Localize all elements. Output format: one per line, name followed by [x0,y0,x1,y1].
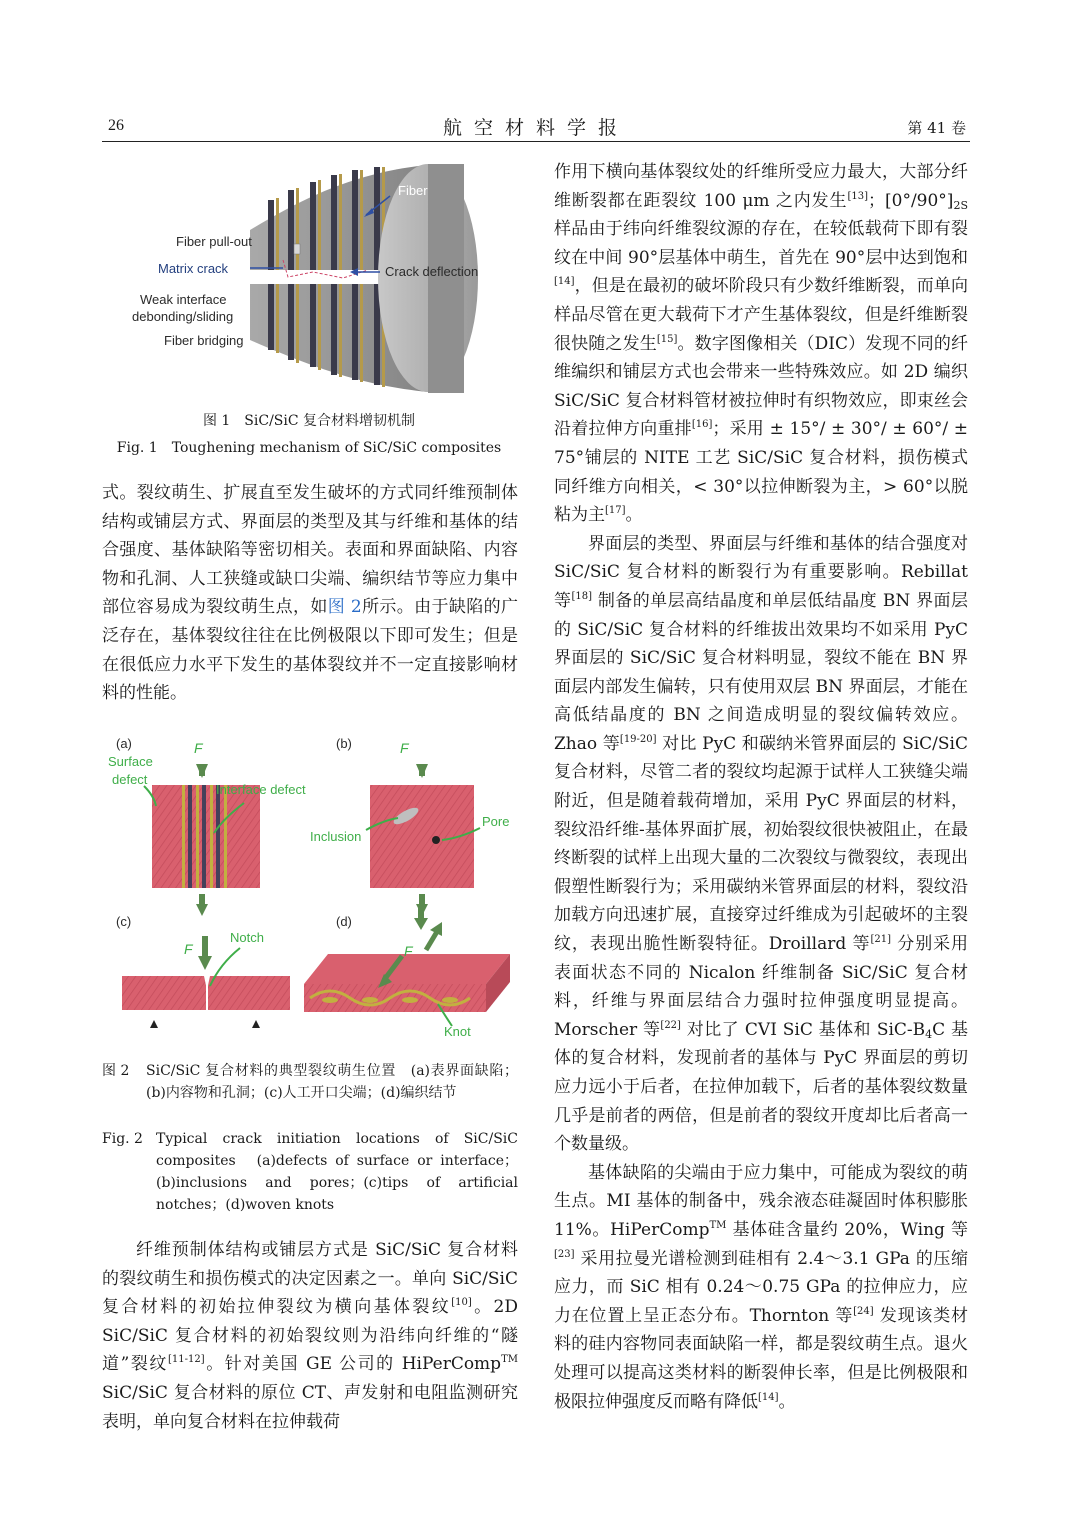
panel-label-d: (d) [336,914,352,929]
force-label-a: F [194,740,203,756]
left-paragraph-2: 纤维预制体结构或铺层方式是 SiC/SiC 复合材料的裂纹萌生和损伤模式的决定因素之一。单向 SiC/SiC 复合材料的初始拉伸裂纹为横向基体裂纹[10]。2D SiC/SiC 复合材料的初始裂纹则为沿纬向纤维的“隧道”裂纹[11-12]。针对美国 GE 公司的 HiPerComp™ SiC/SiC 复合材料的原位 CT、声发射和电阻监测研究表明，单向复合材料在拉伸载荷 [102,1240,518,1432]
force-label-d: F [404,943,413,959]
panel-label-b: (b) [336,736,352,751]
label-pore: Pore [482,814,510,829]
figure-1-caption-en: Fig. 1 Toughening mechanism of SiC/SiC composites [116,440,502,456]
label-notch: Notch [230,930,264,945]
panel-label-a: (a) [116,736,132,751]
label-fiber-bridging: Fiber bridging [164,333,244,348]
label-fiber: Fiber [398,183,428,198]
figure-2-caption-en: Fig. 2 Typical crack initiation locations of SiC/SiC composites (a)defects of surface or interface；(b)inclusions and pores；(c)tips of artificial notches；(d)woven knots [102,1131,518,1213]
figure-2-illustration [104,728,516,1046]
volume-label: 第 41 卷 [907,119,966,137]
page-header [102,113,970,142]
figure-1-illustration [128,160,479,400]
label-fiber-pullout: Fiber pull-out [176,234,252,249]
figure-2-caption-cn: 图 2 SiC/SiC 复合材料的典型裂纹萌生位置 (a)表界面缺陷；(b)内容物和孔洞；(c)人工开口尖端；(d)编织结节 [102,1063,518,1101]
force-label-c: F [184,941,193,957]
right-paragraph-3: 基体缺陷的尖端由于应力集中，可能成为裂纹的萌生点。MI 基体的制备中，残余液态硅凝固时体积膨胀 11%。HiPerComp™ 基体硅含量约 20%，Wing 等[23] 采用拉曼光谱检测到硅相有 2.4～3.1 GPa 的压缩应力，而 SiC 相有 0.24～0.75 GPa 的拉伸应力，应力在位置上呈正态分布。Thornton 等[24] 发现该类材料的硅内容物同表面缺陷一样，都是裂纹萌生点。退火处理可以提高这类材料的断裂伸长率，但是比例极限和极限拉伸强度反而略有降低[14]。 [554,1162,968,1412]
force-label-b: F [400,740,409,756]
figure-1-caption-cn: 图 1 SiC/SiC 复合材料增韧机制 [202,413,416,429]
left-paragraph-1: 式。裂纹萌生、扩展直至发生破坏的方式同纤维预制体结构或铺层方式、界面层的类型及其与纤维和基体的结合强度、基体缺陷等密切相关。表面和界面缺陷、内容物和孔洞、人工狭缝或缺口尖端、编织结节等应力集中部位容易成为裂纹萌生点，如图 2所示。由于缺陷的广泛存在，基体裂纹往往在比例极限以下即可发生；但是在很低应力水平下发生的基体裂纹并不一定直接影响材料的性能。 [102,483,518,704]
figure-2-link[interactable]: 图 2 [327,597,362,618]
label-surface: Surface [108,754,153,769]
page-number: 26 [108,117,124,134]
label-crack-deflection: Crack deflection [385,264,479,279]
journal-title: 航空材料学报 [442,117,629,139]
label-debonding: debonding/sliding [132,309,234,324]
right-column [554,158,968,1416]
right-paragraph-2: 界面层的类型、界面层与纤维和基体的结合强度对 SiC/SiC 复合材料的断裂行为有重要影响。Rebillat 等[18] 制备的单层高结晶度和单层低结晶度 BN 界面层的 SiC/SiC 复合材料的纤维拔出效果均不如采用 PyC 界面层的 SiC/SiC 复合材料明显，裂纹不能在 BN 界面层内部发生偏转，只有使用双层 BN 界面层，才能在高低结晶度的 BN 之间造成明显的裂纹偏转效应。Zhao 等[19-20] 对比 PyC 和碳纳米管界面层的 SiC/SiC 复合材料，尽管二者的裂纹均起源于试样人工狭缝尖端附近，但是随着载荷增加，采用 PyC 界面层的材料，裂纹沿纤维-基体界面扩展，初始裂纹很快被阻止，在最终断裂的试样上出现大量的二次裂纹与微裂纹，表现出假塑性断裂行为；采用碳纳米管界面层的材料，裂纹沿加载方向迅速扩展，直接穿过纤维成为引起破坏的主裂纹，表现出脆性断裂特征。Droillard 等[21] 分别采用表面状态不同的 Nicalon 纤维制备 SiC/SiC 复合材料，纤维与界面层结合力强时拉伸强度明显提高。Morscher 等[22] 对比了 CVI SiC 基体和 SiC-$B_4C$ 基体的复合材料，发现前者的基体与 PyC 界面层的剪切应力远小于后者，在拉伸加载下，后者的基体裂纹数量几乎是前者的两倍，但是前者的裂纹开度却比后者高一个数量级。 [554,533,968,1155]
label-knot: Knot [444,1024,471,1039]
label-matrix-crack: Matrix crack [158,261,229,276]
label-interface-defect: Interface defect [216,782,306,797]
label-weak-interface: Weak interface [140,292,227,307]
label-inclusion: Inclusion [310,829,362,844]
right-paragraph-1: 作用下横向基体裂纹处的纤维所受应力最大，大部分纤维断裂都在距裂纹 100 μm 之内发生[13]；$[0^\circ/90^\circ]_{2S}$ 样品由于纬向纤维裂纹源的存在，在较低载荷下即有裂纹在中间 90°层基体中萌生，首先在 90°层中达到饱和[14]，但是在最初的破坏阶段只有少数纤维断裂，而单向样品尽管在更大载荷下才产生基体裂纹，但是纤维断裂很快随之发生[15]。数字图像相关（DIC）发现不同的纤维编织和铺层方式也会带来一些特殊效应。如 2D 编织 SiC/SiC 复合材料管材被拉伸时有织物效应，即束丝会沿着拉伸方向重排[16]；采用 ± 15°/ ± 30°/ ± 60°/ ± 75°铺层的 NITE 工艺 SiC/SiC 复合材料，损伤模式同纤维方向相关，< 30°以拉伸断裂为主，> 60°以脱粘为主[17]。 [554,162,969,526]
label-defect: defect [112,772,148,787]
panel-label-c: (c) [116,914,132,929]
